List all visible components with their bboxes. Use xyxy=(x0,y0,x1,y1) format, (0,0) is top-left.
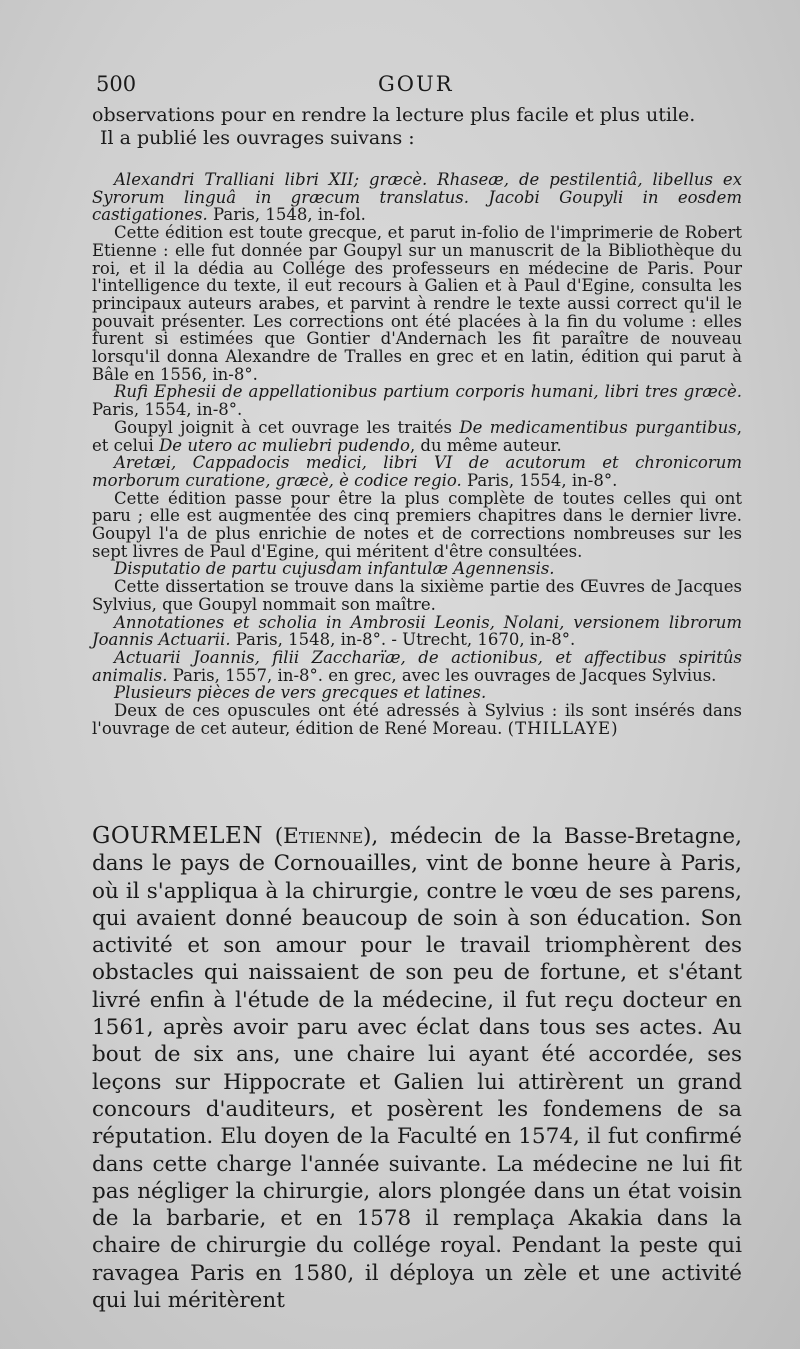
entry-2-title: Rufi Ephesii de appellationibus partium corporis humani, libri tres græcè. xyxy=(114,382,742,402)
intro-line-1: observations pour en rendre la lecture plus facile et plus utile. xyxy=(92,104,696,126)
entry-4-note: Cette dissertation se trouve dans la sixième partie des Œuvres de Jacques Sylvius, que Goupyl nommait son maître. xyxy=(92,577,742,614)
entry-1-pub: Paris, 1548, in-fol. xyxy=(207,205,366,225)
entry-5-pub: Paris, 1548, in-8°. - Utrecht, 1670, in-8°. xyxy=(230,630,576,650)
entry-3-note: Cette édition passe pour être la plus complète de toutes celles qui ont paru ; elle est augmentée des cinq premiers chapitres dans le dernier livre. Goupyl l'a de plus enrichie de notes et de corrections nombreuses sur les sept livres de Paul d'Egine, qui méritent d'être consultées. xyxy=(92,488,742,561)
page-number: 500 xyxy=(96,72,137,96)
entry-4-title: Disputatio de partu cujusdam infantulæ Agennensis. xyxy=(114,559,555,579)
entry-2-note xyxy=(92,419,742,454)
intro-line-2: Il a publié les ouvrages suivans : xyxy=(100,127,415,149)
headword: GOURMELEN xyxy=(92,823,263,849)
entry-5-title: Annotationes et scholia in Ambrosii Leonis, Nolani, versionem librorum Joannis Actuarii. xyxy=(92,612,742,650)
headword-given-name: Etienne xyxy=(283,824,363,849)
closing-note xyxy=(92,702,742,737)
entry-2-note-text: Goupyl joignit à cet ouvrage les traités xyxy=(114,417,460,437)
entry-6-pub: Paris, 1557, in-8°. en grec, avec les ouvrages de Jacques Sylvius. xyxy=(167,665,717,685)
running-head: GOUR xyxy=(378,72,454,96)
entry-1-title: Alexandri Tralliani libri XII; græcè. Rhaseæ, de pestilentiâ, libellus ex Syrorum linguâ in græcum translatus. Jacobi Goupyli in eosdem castigationes. xyxy=(92,170,742,225)
entry-3-title: Aretæi, Cappadocis medici, libri VI de acutorum et chronicorum morborum curatione, græcè, è codice regio. xyxy=(92,453,742,490)
intro-block xyxy=(92,104,742,150)
entry-2-note-title-1: De medicamentibus purgantibus xyxy=(459,417,737,437)
page-header xyxy=(96,72,740,100)
entry-3-pub: Paris, 1554, in-8°. xyxy=(461,470,618,490)
gourmelen-article xyxy=(92,823,742,1314)
gourmelen-paragraph: GOURMELEN (Etienne), médecin de la Basse-Bretagne, dans le pays de Cornouailles, vint de bonne heure à Paris, où il s'appliqua à la chirurgie, contre le vœu de ses parens, qui avaient donné beaucoup de soin à son éducation. Son activité et son amour pour le travail triomphèrent des obstacles qui naissaient de son peu de fortune, et s'étant livré enfin à l'étude de la médecine, il fut reçu docteur en 1561, après avoir paru avec éclat dans tous ses actes. Au bout de six ans, une chaire lui ayant été accordée, ses leçons sur Hippocrate et Galien lui attirèrent un grand concours d'auditeurs, et posèrent les fondemens de sa réputation. Elu doyen de la Faculté en 1574, il fut confirmé dans cette charge l'année suivante. La médecine ne lui fit pas négliger la chirurgie, alors plongée dans un état voisin de la barbarie, et en 1578 il remplaça Akakia dans la chaire de chirurgie du collége royal. Pendant la peste qui ravagea Paris en 1580, il déploya un zèle et une activité qui lui méritèrent xyxy=(92,823,742,1314)
entry-7-title: Plusieurs pièces de vers grecques et latines. xyxy=(114,683,487,703)
entry-1-note: Cette édition est toute grecque, et parut in-folio de l'imprimerie de Robert Etienne : elle fut donnée par Goupyl sur un manuscrit de la Bibliothèque du roi, et il la dédia au Collége des professeurs en médecine de Paris. Pour l'intelligence du texte, il eut recours à Galien et à Paul d'Egine, consulta les principaux auteurs arabes, et parvint à rendre le texte aussi correct qu'il le pouvait présenter. Les corrections ont été placées à la fin du volume : elles furent si estimées que Gontier d'Andernach les fit paraître de nouveau lorsqu'il donna Alexandre de Tralles en grec et en latin, édition qui parut à Bâle en 1556, in-8°. xyxy=(92,223,742,384)
entry-1 xyxy=(92,171,742,224)
entry-6-title: Actuarii Joannis, filii Zaccharïæ, de actionibus, et affectibus spiritûs animalis. xyxy=(92,647,742,685)
gourmelen-text: , médecin de la Basse-Bretagne, dans le pays de Cornouailles, vint de bonne heure à Paris, où il s'appliqua à la chirurgie, contre le vœu de ses parens, qui avaient donné beaucoup de soin à son éducation. Son activité et son amour pour le travail triomphèrent des obstacles qui naissaient de son peu de fortune, et s'étant livré enfin à l'étude de la médecine, il fut reçu docteur en 1561, après avoir paru avec éclat dans tous ses actes. Au bout de six ans, une chaire lui ayant été accordée, ses leçons sur Hippocrate et Galien lui attirèrent un grand concours d'auditeurs, et posèrent les fondemens de sa réputation. Elu doyen de la Faculté en 1574, il fut confirmé dans cette charge l'année suivante. La médecine ne lui fit pas négliger la chirurgie, alors plongée dans un état voisin de la barbarie, et en 1578 il remplaça Akakia dans la chaire de chirurgie du collége royal. Pendant la peste qui ravagea Paris en 1580, il déploya un zèle et une activité qui lui méritèrent xyxy=(92,824,742,1314)
entry-5 xyxy=(92,614,742,649)
entry-2-note-text-2: , et celui xyxy=(92,417,742,455)
bibliography xyxy=(92,171,742,738)
entry-2-note-title-2: De utero ac muliebri pudendo xyxy=(159,435,410,455)
closing-text: Deux de ces opuscules ont été adressés à Sylvius : ils sont insérés dans l'ouvrage de cet auteur, édition de René Moreau. xyxy=(92,701,742,738)
entry-6 xyxy=(92,649,742,684)
entry-2 xyxy=(92,383,742,418)
entry-2-note-text-3: , du même auteur. xyxy=(409,435,562,455)
entry-3 xyxy=(92,454,742,489)
entry-2-pub: Paris, 1554, in-8°. xyxy=(92,400,243,420)
author-signature: (THILLAYE) xyxy=(507,718,619,738)
